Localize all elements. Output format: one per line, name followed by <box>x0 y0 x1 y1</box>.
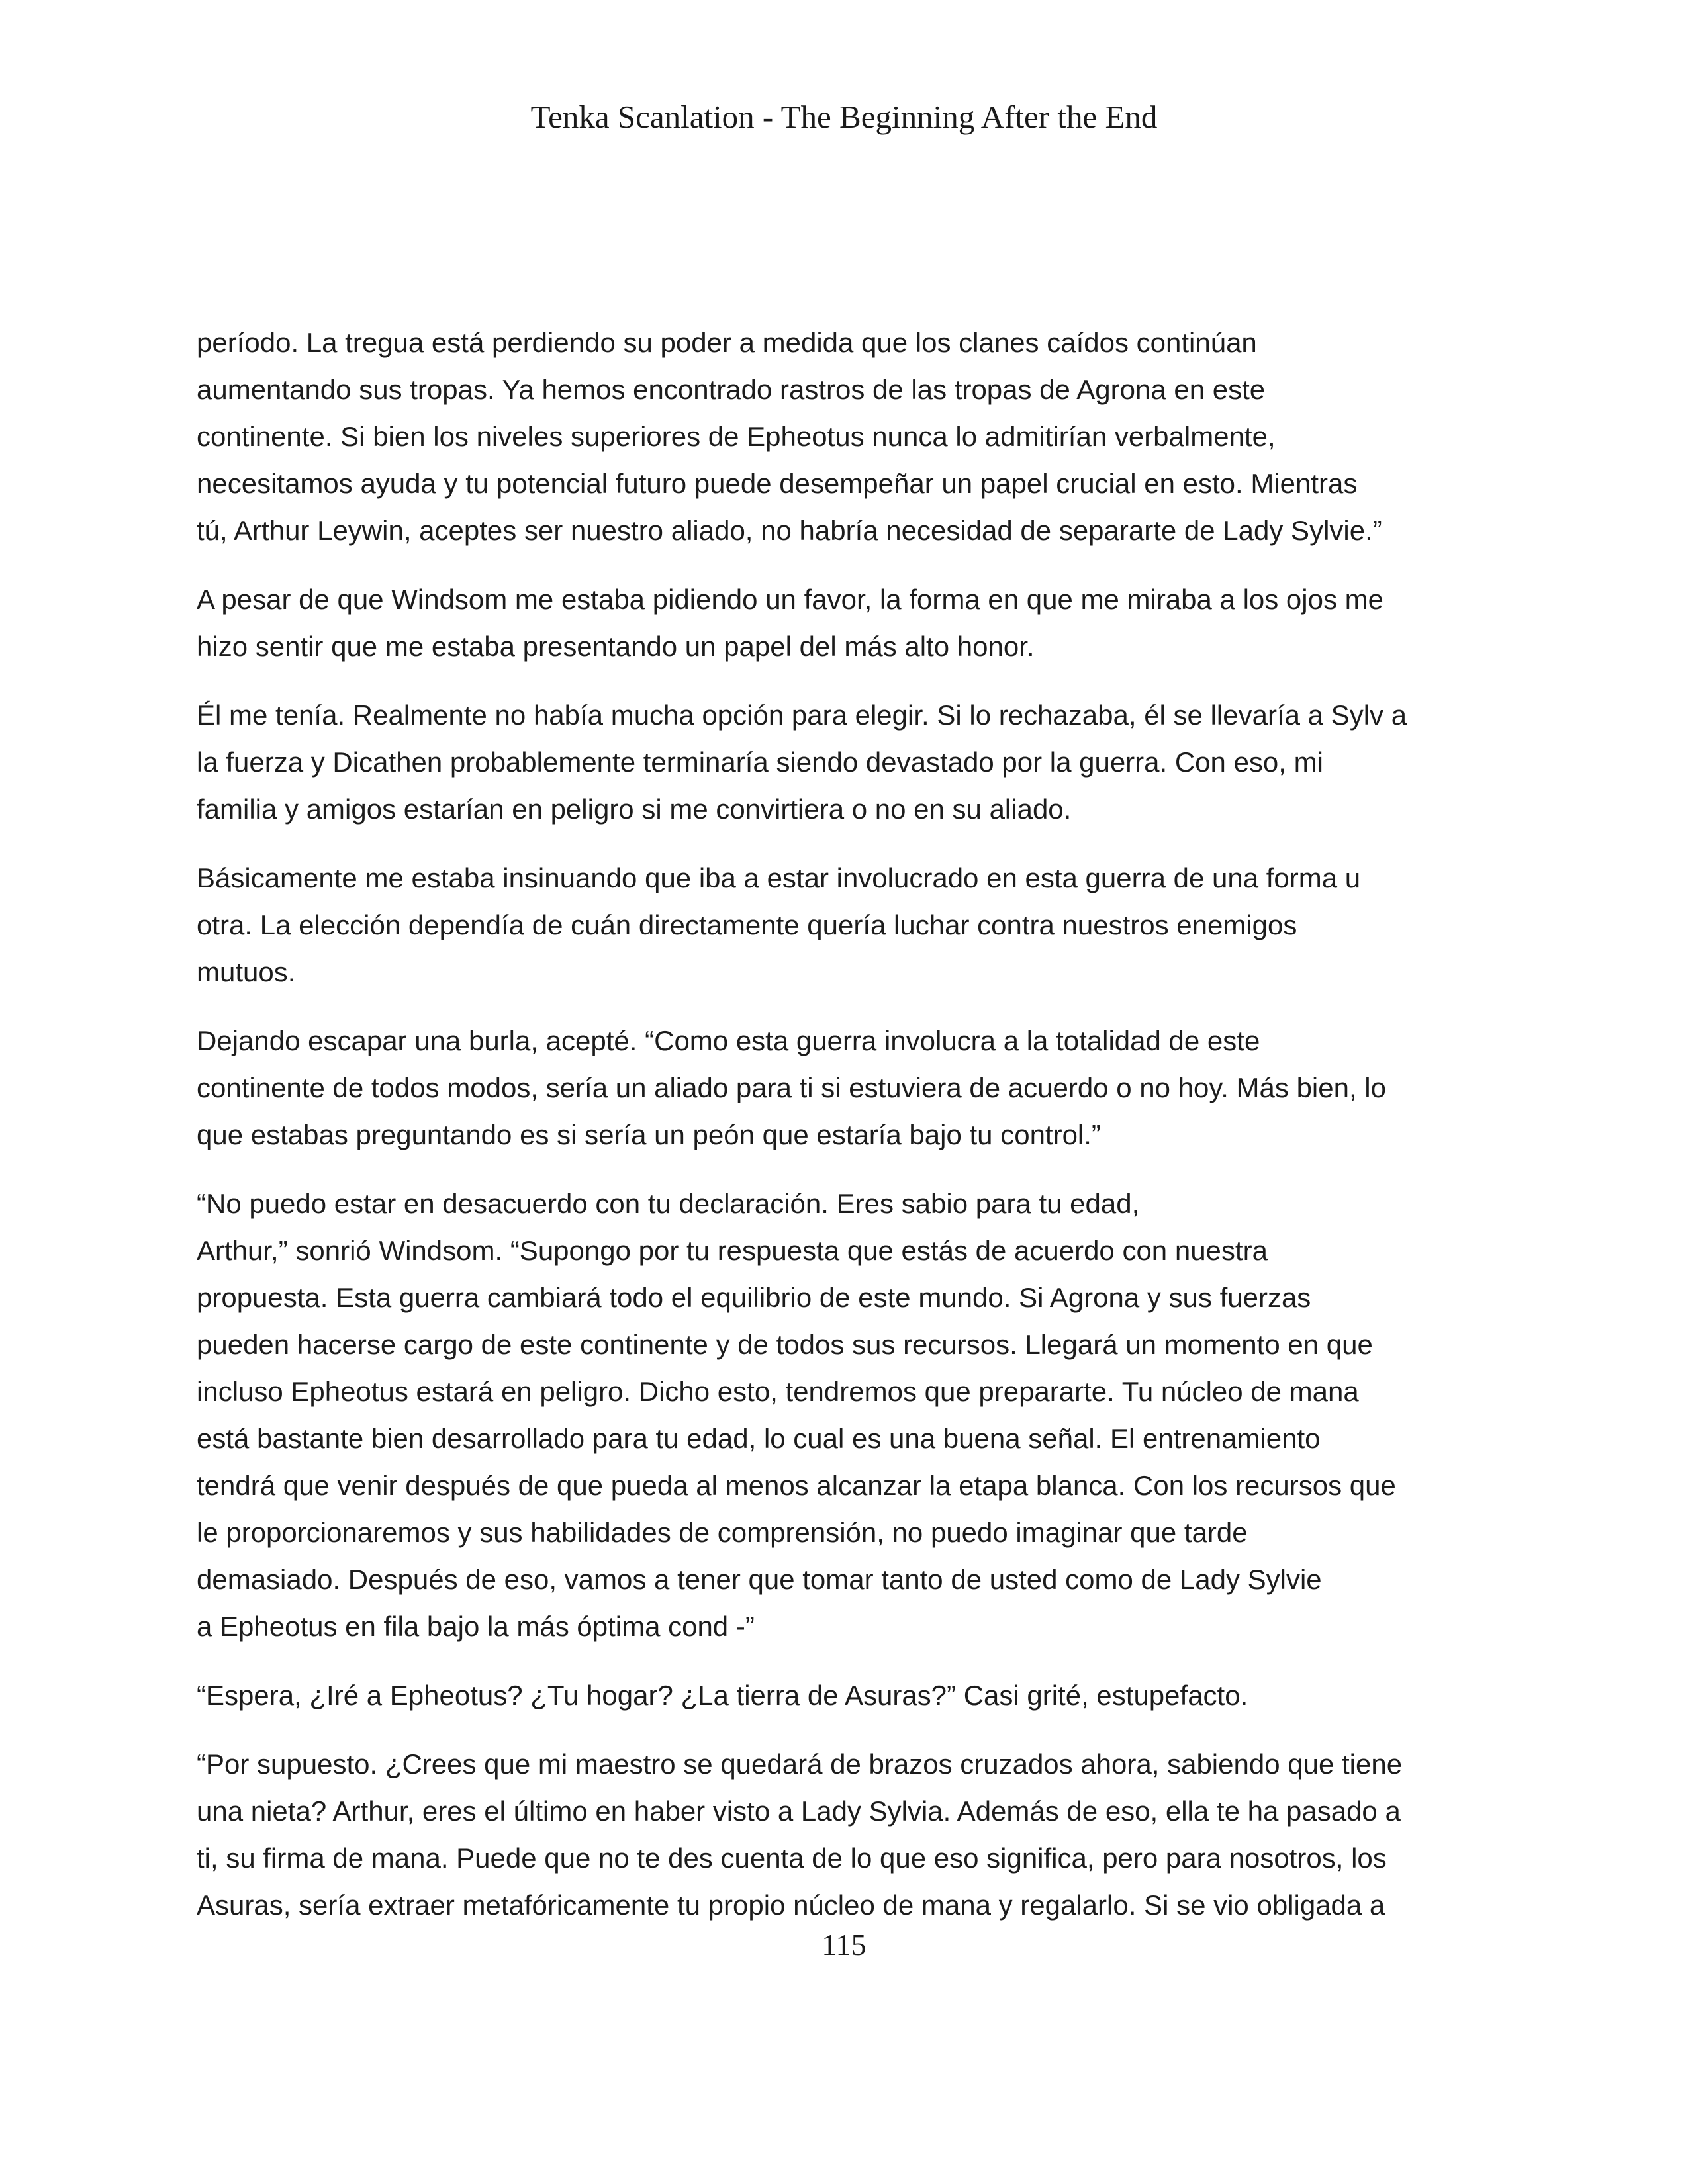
page-number: 115 <box>821 1928 867 1962</box>
text-line: está bastante bien desarrollado para tu edad, lo cual es una buena señal. El entrenamiento <box>197 1423 1321 1454</box>
text-line: continente. Si bien los niveles superiores de Epheotus nunca lo admitirían verbalmente, <box>197 421 1276 452</box>
text-line: propuesta. Esta guerra cambiará todo el equilibrio de este mundo. Si Agrona y sus fuerzas <box>197 1282 1311 1313</box>
text-line: hizo sentir que me estaba presentando un papel del más alto honor. <box>197 631 1035 662</box>
text-line: Él me tenía. Realmente no había mucha opción para elegir. Si lo rechazaba, él se llevaría a Sylv a <box>197 700 1407 731</box>
paragraph <box>197 1672 1514 1719</box>
text-line: ti, su firma de mana. Puede que no te des cuenta de lo que eso significa, pero para nosotros, los <box>197 1843 1387 1874</box>
paragraph <box>197 319 1514 554</box>
text-line: le proporcionaremos y sus habilidades de comprensión, no puedo imaginar que tarde <box>197 1517 1248 1548</box>
body-text <box>197 319 1514 1950</box>
text-line: otra. La elección dependía de cuán directamente quería luchar contra nuestros enemigos <box>197 909 1297 940</box>
text-line: “No puedo estar en desacuerdo con tu declaración. Eres sabio para tu edad, <box>197 1188 1140 1219</box>
text-line: a Epheotus en fila bajo la más óptima cond -” <box>197 1611 755 1642</box>
text-line: la fuerza y Dicathen probablemente terminaría siendo devastado por la guerra. Con eso, mi <box>197 747 1323 778</box>
text-line: una nieta? Arthur, eres el último en haber visto a Lady Sylvia. Además de eso, ella te ha pasado a <box>197 1796 1401 1827</box>
text-line: A pesar de que Windsom me estaba pidiendo un favor, la forma en que me miraba a los ojos me <box>197 584 1383 615</box>
text-line: continente de todos modos, sería un aliado para ti si estuviera de acuerdo o no hoy. Más bien, lo <box>197 1072 1386 1103</box>
paragraph <box>197 854 1514 995</box>
running-header: Tenka Scanlation - The Beginning After the End <box>530 99 1158 135</box>
text-line: tú, Arthur Leywin, aceptes ser nuestro aliado, no habría necesidad de separarte de Lady Sylvie.” <box>197 515 1382 546</box>
paragraph <box>197 1017 1514 1158</box>
paragraph <box>197 692 1514 833</box>
text-line: necesitamos ayuda y tu potencial futuro puede desempeñar un papel crucial en esto. Mientras <box>197 468 1358 499</box>
text-line: que estabas preguntando es si sería un peón que estaría bajo tu control.” <box>197 1119 1101 1150</box>
text-line: Dejando escapar una burla, acepté. “Como esta guerra involucra a la totalidad de este <box>197 1025 1260 1056</box>
text-line: Básicamente me estaba insinuando que iba a estar involucrado en esta guerra de una forma u <box>197 862 1361 893</box>
text-line: familia y amigos estarían en peligro si me convirtiera o no en su aliado. <box>197 794 1072 825</box>
text-line: aumentando sus tropas. Ya hemos encontrado rastros de las tropas de Agrona en este <box>197 374 1266 405</box>
text-line: pueden hacerse cargo de este continente y de todos sus recursos. Llegará un momento en que <box>197 1329 1373 1360</box>
text-line: Arthur,” sonrió Windsom. “Supongo por tu respuesta que estás de acuerdo con nuestra <box>197 1235 1268 1266</box>
text-line: “Espera, ¿Iré a Epheotus? ¿Tu hogar? ¿La tierra de Asuras?” Casi grité, estupefacto. <box>197 1680 1248 1711</box>
paragraph <box>197 1741 1514 1929</box>
text-line: Asuras, sería extraer metafóricamente tu propio núcleo de mana y regalarlo. Si se vio obligada a <box>197 1889 1385 1921</box>
text-line: “Por supuesto. ¿Crees que mi maestro se quedará de brazos cruzados ahora, sabiendo que tiene <box>197 1749 1403 1780</box>
text-line: período. La tregua está perdiendo su poder a medida que los clanes caídos continúan <box>197 327 1257 358</box>
paragraph <box>197 576 1514 670</box>
text-line: mutuos. <box>197 956 296 987</box>
text-line: tendrá que venir después de que pueda al menos alcanzar la etapa blanca. Con los recursos que <box>197 1470 1396 1501</box>
text-line: demasiado. Después de eso, vamos a tener que tomar tanto de usted como de Lady Sylvie <box>197 1564 1322 1595</box>
text-line: incluso Epheotus estará en peligro. Dicho esto, tendremos que prepararte. Tu núcleo de mana <box>197 1376 1359 1407</box>
paragraph <box>197 1180 1514 1650</box>
